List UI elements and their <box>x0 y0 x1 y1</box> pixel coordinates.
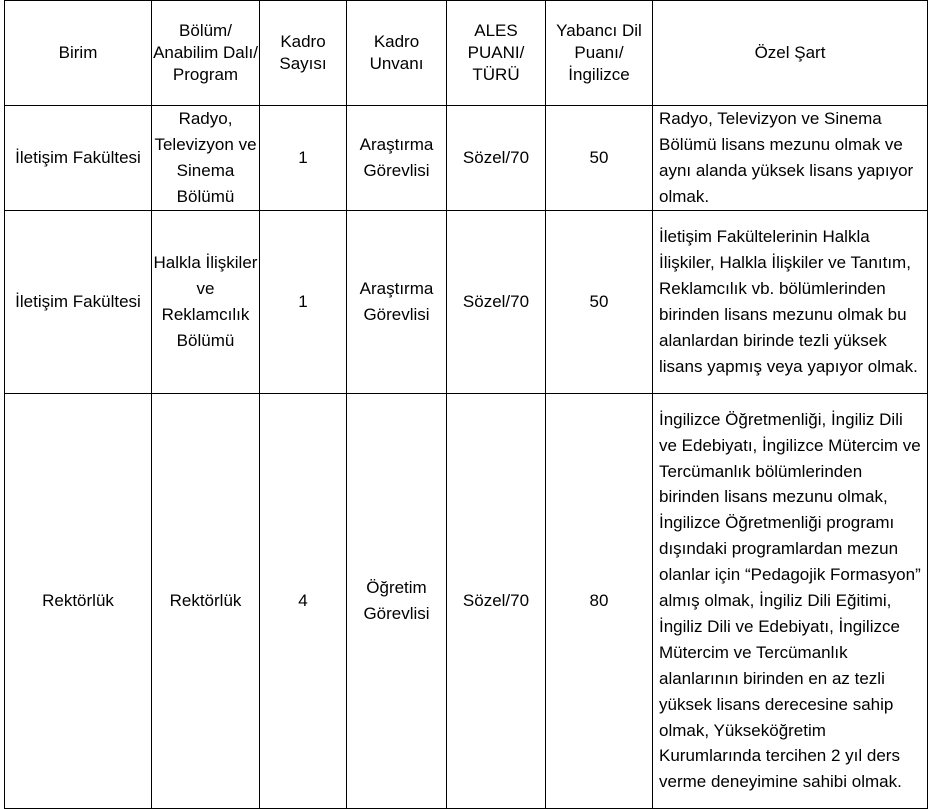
cell-title: Öğretim Görevlisi <box>347 394 447 809</box>
header-department: Bölüm/ Anabilim Dalı/ Program <box>152 1 260 106</box>
cell-ales: Sözel/70 <box>447 211 546 394</box>
cell-unit: İletişim Fakültesi <box>5 106 152 211</box>
cell-unit: İletişim Fakültesi <box>5 211 152 394</box>
cell-language-score: 50 <box>546 106 653 211</box>
cell-condition: İngilizce Öğretmenliği, İngiliz Dili ve Edebiyatı, İngilizce Mütercim ve Tercümanlık bölümlerinden birinden lisans mezunu olmak, İngilizce Öğretmenliği programı dışındaki programlardan mezun olanlar için “Pedagojik Formasyon” almış olmak, İngiliz Dili Eğitimi, İngiliz Dili ve Edebiyatı, İngilizce Mütercim ve Tercümanlık alanlarının birinden en az tezli yüksek lisans derecesine sahip olmak, Yükseköğretim Kurumlarında tercihen 2 yıl ders verme deneyimine sahibi olmak. <box>653 394 928 809</box>
cell-count: 4 <box>260 394 347 809</box>
header-language-score: Yabancı Dil Puanı/ İngilizce <box>546 1 653 106</box>
cell-language-score: 80 <box>546 394 653 809</box>
cell-condition: Radyo, Televizyon ve Sinema Bölümü lisans mezunu olmak ve aynı alanda yüksek lisans yapıyor olmak. <box>653 106 928 211</box>
cell-unit: Rektörlük <box>5 394 152 809</box>
cell-department: Radyo, Televizyon ve Sinema Bölümü <box>152 106 260 211</box>
cell-title: Araştırma Görevlisi <box>347 211 447 394</box>
cell-department: Halkla İlişkiler ve Reklamcılık Bölümü <box>152 211 260 394</box>
cell-department: Rektörlük <box>152 394 260 809</box>
table-row <box>5 394 928 809</box>
cell-count: 1 <box>260 211 347 394</box>
header-condition: Özel Şart <box>653 1 928 106</box>
positions-table <box>4 0 928 809</box>
cell-ales: Sözel/70 <box>447 394 546 809</box>
header-title: Kadro Unvanı <box>347 1 447 106</box>
cell-language-score: 50 <box>546 211 653 394</box>
cell-count: 1 <box>260 106 347 211</box>
cell-ales: Sözel/70 <box>447 106 546 211</box>
cell-condition: İletişim Fakültelerinin Halkla İlişkiler, Halkla İlişkiler ve Tanıtım, Reklamcılık vb. bölümlerinden birinden lisans mezunu olmak bu alanlardan birinde tezli yüksek lisans yapmış veya yapıyor olmak. <box>653 211 928 394</box>
table-row <box>5 211 928 394</box>
header-ales: ALES PUANI/ TÜRÜ <box>447 1 546 106</box>
header-row <box>5 1 928 106</box>
table-row <box>5 106 928 211</box>
cell-title: Araştırma Görevlisi <box>347 106 447 211</box>
header-unit: Birim <box>5 1 152 106</box>
header-count: Kadro Sayısı <box>260 1 347 106</box>
